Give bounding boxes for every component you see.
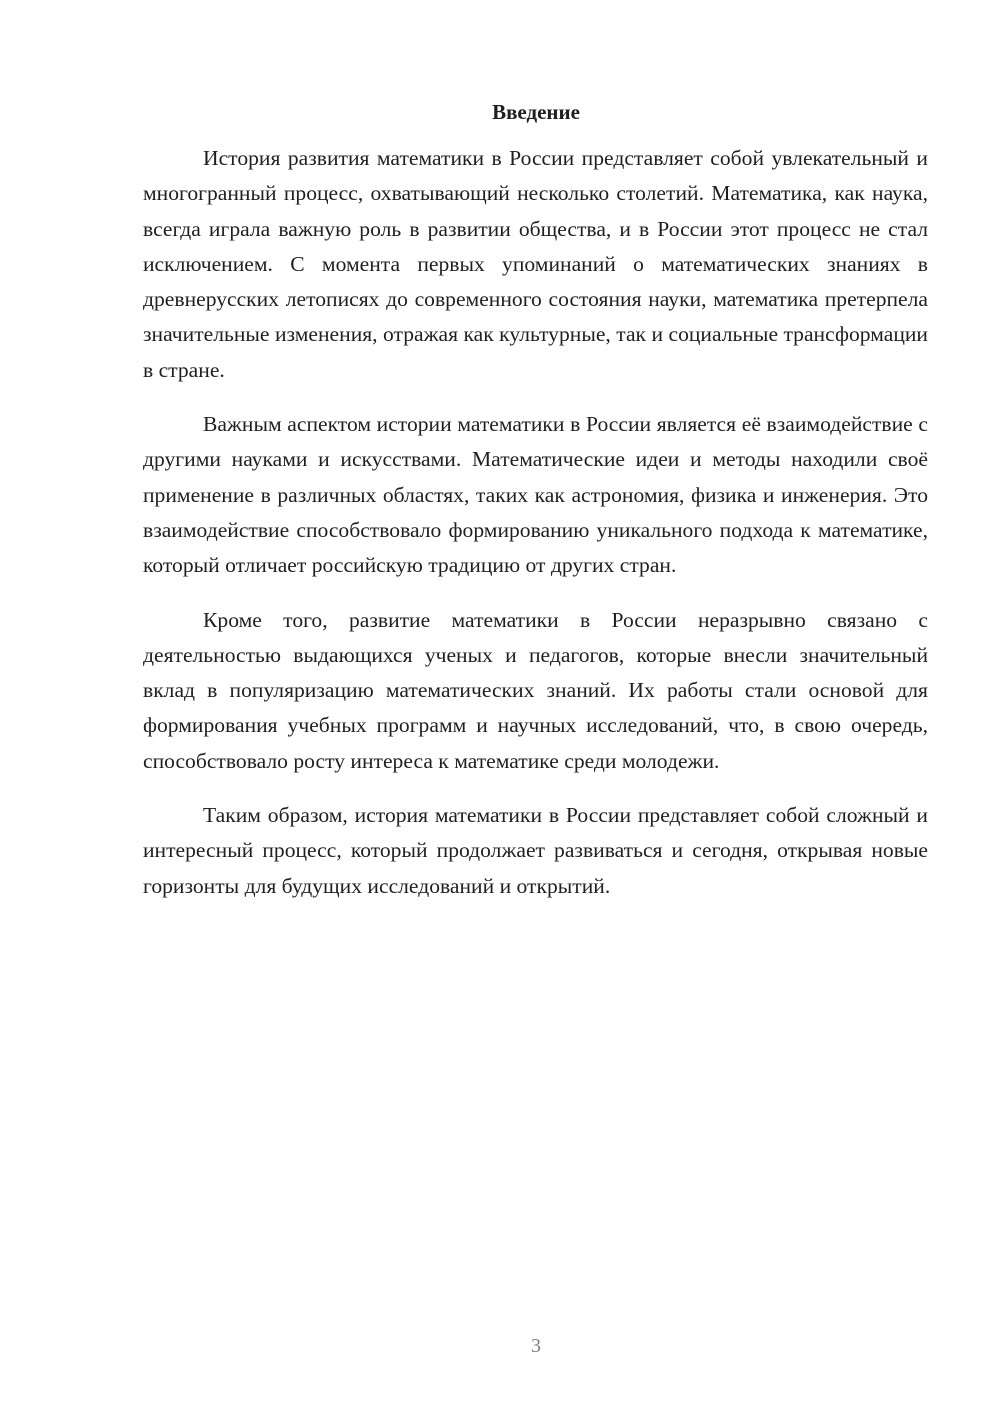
section-title: Введение	[492, 100, 580, 124]
paragraph-4: Таким образом, история математики в России представляет собой сложный и интересный процесс, который продолжает развиваться и сегодня, открывая новые горизонты для будущих исследований и открытий.	[143, 803, 928, 898]
paragraph-2: Важным аспектом истории математики в России является её взаимодействие с другими науками и искусствами. Математические идеи и методы находили своё применение в различных областях, таких как астрономия, физика и инженерия. Это взаимодействие способствовало формированию уникального подхода к математике, который отличает российскую традицию от других стран.	[143, 412, 928, 578]
body-text	[143, 141, 928, 923]
page-number: 3	[531, 1335, 541, 1357]
paragraph-1: История развития математики в России представляет собой увлекательный и многогранный процесс, охватывающий несколько столетий. Математика, как наука, всегда играла важную роль в развитии общества, и в России этот процесс не стал исключением. С момента первых упоминаний о математических знаниях в древнерусских летописях до современного состояния науки, математика претерпела значительные изменения, отражая как культурные, так и социальные трансформации в стране.	[143, 146, 928, 382]
paragraph-3: Кроме того, развитие математики в России неразрывно связано с деятельностью выдающихся ученых и педагогов, которые внесли значительный вклад в популяризацию математических знаний. Их работы стали основой для формирования учебных программ и научных исследований, что, в свою очередь, способствовало росту интереса к математике среди молодежи.	[143, 607, 928, 773]
